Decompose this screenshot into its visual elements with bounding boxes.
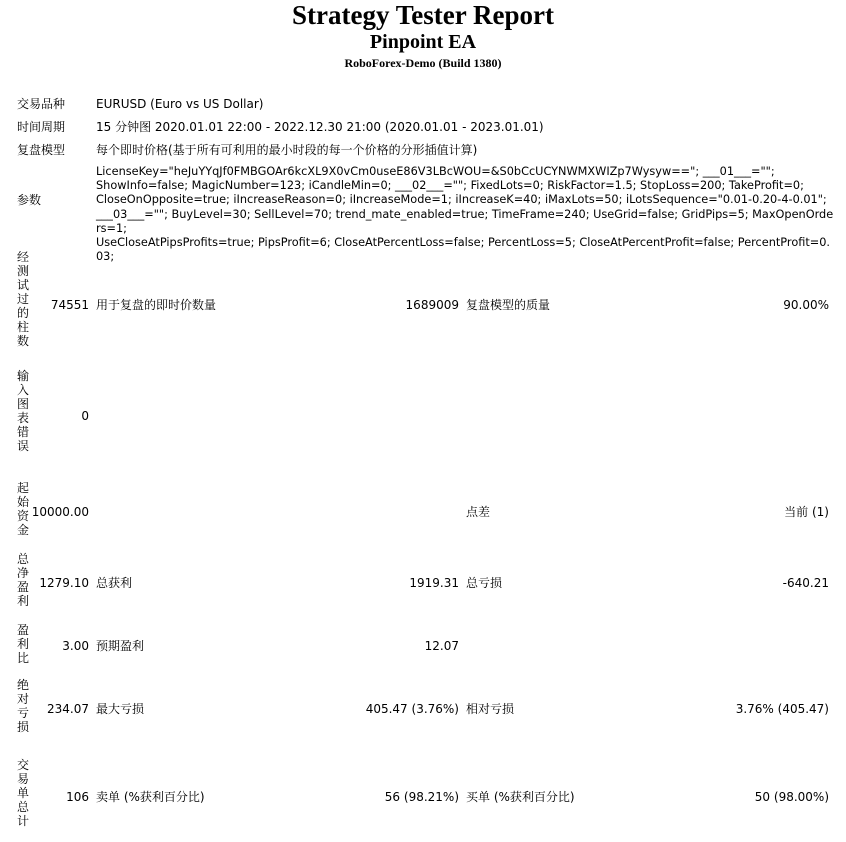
gross-loss-label: 总亏损	[466, 576, 503, 590]
net-profit-value: 1279.10	[39, 576, 89, 590]
abs-drawdown-value: 234.07	[47, 702, 89, 716]
profit-factor-label: 盈 利 比	[17, 623, 30, 665]
spread-value: 当前 (1)	[784, 505, 829, 519]
deposit-label: 起 始 资 金	[17, 481, 30, 537]
max-drawdown-label: 最大亏损	[96, 702, 145, 716]
payoff-value: 12.07	[424, 639, 459, 653]
params-value: LicenseKey="heJuYYqJf0FMBGOAr6kcXL9X0vCm0useE86V3LBcWOU=&S0bCcUCYNWMXWIZp7Wysyw=="; ___01___=""; ShowInfo=false; MagicNumber=123; iCandleMin=0; ___02___=""; FixedLots=0; RiskFactor=1.5; StopLoss=200; TakeProfit=0; CloseOnOpposite=true; iIncreaseReason=0; iIncreaseMode=1; iIncreaseK=40; iMaxLots=50; iLotsSequence="0.01-0.20-4-0.01"; ___03___=""; BuyLevel=30; SellLevel=70; trend_mate_enabled=true; TimeFrame=240; UseGrid=false; GridPips=5; MaxOpenOrders=1; UseCloseAtPipsProfits=true; PipsProfit=6; CloseAtPercentLoss=false; PercentLoss=5; CloseAtPercentProfit=false; PercentProfit=0.03;	[96, 165, 834, 264]
rel-drawdown-value: 3.76% (405.47)	[735, 702, 829, 716]
short-trades-label: 卖单 (%获利百分比)	[96, 790, 205, 804]
gross-profit-value: 1919.31	[409, 576, 459, 590]
abs-drawdown-label: 绝 对 亏 损	[17, 678, 30, 734]
long-trades-label: 买单 (%获利百分比)	[466, 790, 575, 804]
model-value: 每个即时价格(基于所有可利用的最小时段的每一个价格的分形插值计算)	[96, 143, 478, 157]
bars-value: 74551	[50, 298, 89, 312]
rel-drawdown-label: 相对亏损	[466, 702, 515, 716]
long-trades-value: 50 (98.00%)	[754, 790, 829, 804]
symbol-value: EURUSD (Euro vs US Dollar)	[96, 97, 264, 111]
symbol-label: 交易品种	[17, 97, 66, 111]
server-build: RoboForex-Demo (Build 1380)	[344, 56, 502, 70]
spread-label: 点差	[466, 505, 491, 519]
payoff-label: 预期盈利	[96, 639, 145, 653]
gross-profit-label: 总获利	[96, 576, 133, 590]
max-drawdown-value: 405.47 (3.76%)	[365, 702, 459, 716]
total-trades-label: 交 易 单 总 计	[17, 758, 30, 828]
errors-label: 输 入 图 表 错 误	[17, 369, 30, 453]
report-title: Strategy Tester Report	[292, 0, 554, 30]
errors-value: 0	[81, 409, 89, 423]
net-profit-label: 总 净 盈 利	[17, 552, 30, 608]
short-trades-value: 56 (98.21%)	[384, 790, 459, 804]
bars-label: 经 测 试 过 的 柱 数	[17, 250, 30, 348]
ea-name: Pinpoint EA	[369, 31, 477, 53]
quality-label: 复盘模型的质量	[466, 298, 551, 312]
ticks-value: 1689009	[405, 298, 459, 312]
profit-factor-value: 3.00	[62, 639, 89, 653]
deposit-value: 10000.00	[31, 505, 89, 519]
quality-value: 90.00%	[783, 298, 829, 312]
model-label: 复盘模型	[17, 143, 66, 157]
total-trades-value: 106	[66, 790, 89, 804]
period-label: 时间周期	[17, 120, 66, 134]
ticks-label: 用于复盘的即时价数量	[96, 298, 217, 312]
params-label: 参数	[17, 193, 42, 207]
gross-loss-value: -640.21	[782, 576, 829, 590]
period-value: 15 分钟图 2020.01.01 22:00 - 2022.12.30 21:00 (2020.01.01 - 2023.01.01)	[96, 120, 544, 134]
